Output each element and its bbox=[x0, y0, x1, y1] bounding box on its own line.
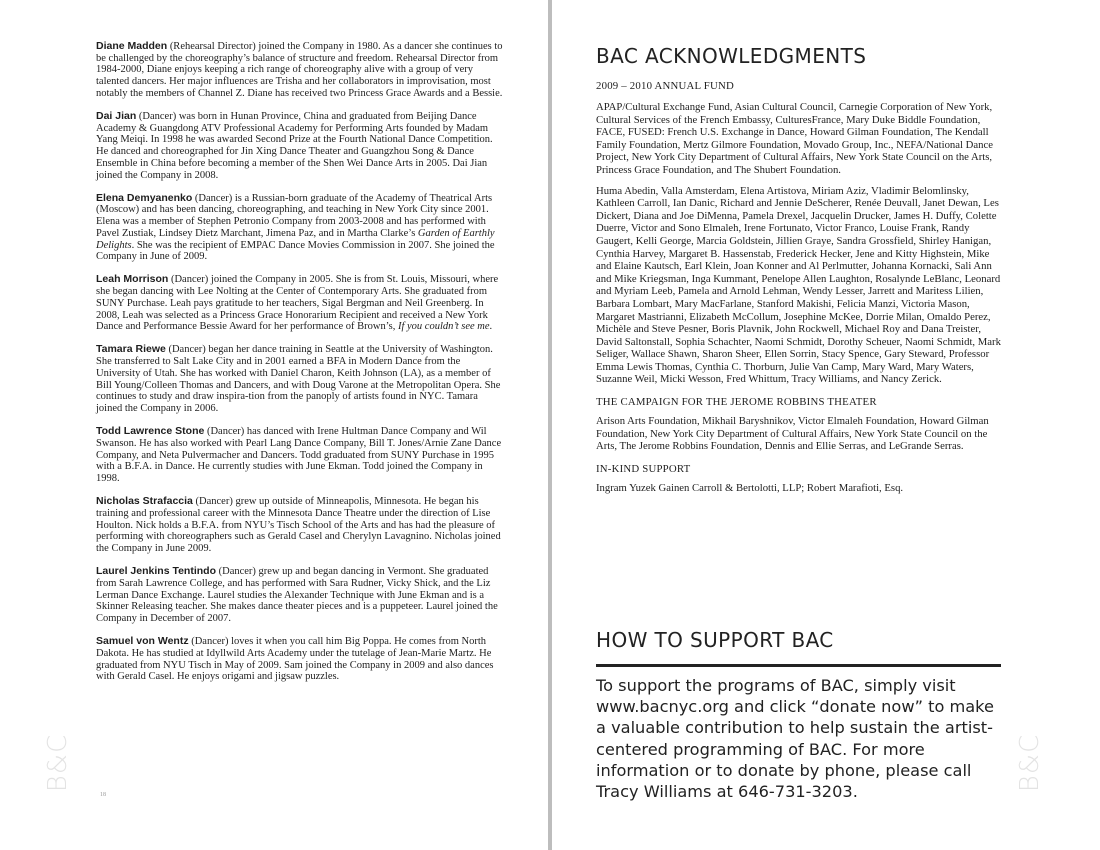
bio-name: Samuel von Wentz bbox=[96, 635, 189, 648]
bio-tail: . She was the recipient of EMPAC Dance Movies Commission in 2007. She joined the Company in June of 2009. bbox=[96, 239, 495, 263]
bio-name: Dai Jian bbox=[96, 110, 137, 123]
bio-tamara-riewe bbox=[96, 344, 506, 414]
bio-name: Nicholas Strafaccia bbox=[96, 495, 193, 508]
bio-text: (Dancer) has danced with Irene Hultman Dance Company and Wil Swanson. He has also worked with Pearl Lang Dance Company, Bill T. Jones/Arnie Zane Dance Company, and Neta Pulvermacher and Dancers. Todd graduated from SUNY Purchase in 1995 with a B.F.A. in Dance. He currently studies with June Ekman. Todd joined the Company in 1998. bbox=[96, 426, 502, 484]
in-kind-donors: Ingram Yuzek Gainen Carroll & Bertolotti, LLP; Robert Marafioti, Esq. bbox=[596, 481, 904, 494]
bio-leah-morrison bbox=[96, 274, 506, 333]
bio-name: Laurel Jenkins Tentindo bbox=[96, 565, 216, 578]
bio-text: (Dancer) loves it when you call him Big Poppa. He comes from North Dakota. He has studied at Idyllwild Arts Academy under the tutelage of Jean-Marie Martz. He graduated from NYU Tisch in May of 2009. Sam joined the Company in 2009 and also dances with Gerald Casel. He enjoys origami and jigsaw puzzles. bbox=[96, 636, 494, 683]
acknowledgments-title: BAC ACKNOWLEDGMENTS bbox=[596, 44, 867, 68]
bio-name: Diane Madden bbox=[96, 40, 168, 52]
bio-text: (Dancer) joined the Company in 2005. She is from St. Louis, Missouri, where she began dancing with Lee Nolting at the Center of Contemporary Arts. She graduated from SUNY Purchase. Leah pays gratitude to her teachers, Sigal Bergman and Neil Greenberg. In 2008, Leah was selected as a Princess Grace Honorarium Recipient and received a New York Dance and Performance Bessie Award for her performance of Brown’s, bbox=[96, 274, 499, 333]
bio-todd-lawrence-stone bbox=[96, 426, 506, 485]
bio-text: (Dancer) grew up and began dancing in Vermont. She graduated from Sarah Lawrence College, and has performed with Sara Rudner, Vicky Shick, and the Liz Lerman Dance Exchange. Laurel studies the Alexander Technique with June Ekman and is a Skinner Releasing teacher. She makes dance theater pieces and is a puppeteer. Laurel joined the Company in December of 2007. bbox=[96, 566, 498, 625]
bio-diane-madden bbox=[96, 41, 506, 100]
annual-fund-heading: 2009 – 2010 ANNUAL FUND bbox=[596, 80, 734, 92]
bio-italic: Garden of Earthly Delights bbox=[96, 227, 495, 251]
section-rule bbox=[596, 664, 1001, 667]
bio-name: Leah Morrison bbox=[96, 273, 169, 286]
bio-laurel-jenkins-tentindo bbox=[96, 566, 506, 625]
annual-fund-individuals: Huma Abedin, Valla Amsterdam, Elena Artistova, Miriam Aziz, Vladimir Belomlinsky, Kathleen Carroll, Ian Danic, Richard and Jennie DeScherer, Renée Deuvall, Janet Dewan, Les Dickert, Diana and Joe DiMenna, Pamela Drexel, Jacquelin Drucker, James H. Duffy, Colette Duerre, Victor and Sono Elmaleh, Irene Fortunato, Victor Franco, Louise Frank, Randy Gaugert, Kelli George, Marcia Goldstein, Jillien Graye, Sandra Grossfield, Shirley Hanigan, Cynthia Harvey, Margaret B. Hassenstab, Frederick Hecker, Jene and Kitty Highstein, Mike and Elaine Kautsch, Earl Klein, Joan Konner and Al Perlmutter, Johanna Kornacki, Sali Ann and Mike Kriegsman, Inga Kummant, Penelope Allen Laughton, Rosalynde LeBlanc, Leonard and Myriam Leeb, Pamela and Arnold Lehman, Wendy Lesser, Jarrett and Maritess Lilien, Barbara Lombart, Mary MacFarlane, Stanford Makishi, Felicia Manzi, Victoria Mason, Margaret Mastrianni, Elizabeth McCollum, Josephine McKee, Dorrie Milan, Omaldo Perez, Michèle and Steve Pesner, Boris Plavnik, John Rockwell, Michael Roy and Dana Treister, David Saltonstall, Sophia Schachter, Naomi Schmidt, Dorothy Scheuer, Naomi Schmidt, Mark Seliger, Wallace Shawn, Sharon Sheer, Ellen Sorrin, Stacy Spence, Gary Steward, Professor Emma Lewis Thomas, Cynthia C. Thorburn, Julie Van Camp, Mary Ward, Mary Waters, Suzanne Weil, Micki Wesson, Fred Whittum, Tracy Williams, and Nancy Zerick. bbox=[596, 184, 1001, 386]
bio-name: Tamara Riewe bbox=[96, 343, 166, 356]
in-kind-heading: IN-KIND SUPPORT bbox=[596, 462, 691, 475]
dancer-bios bbox=[96, 41, 506, 695]
bio-text: (Dancer) grew up outside of Minneapolis, Minnesota. He began his training and professional career with the Minnesota Dance Theatre under the direction of Lise Houlton. Nick holds a B.F.A. from NYU’s Tisch School of the Arts and has had the pleasure of performing with choreographers such as Gerald Casel and Cherylyn Lavagnino. Nicholas joined the Company in June 2009. bbox=[96, 496, 501, 555]
bio-tail: . bbox=[489, 321, 493, 333]
bio-text: (Rehearsal Director) joined the Company in 1980. As a dancer she continues to be challenged by the choreography’s balance of structure and freedom. Rehearsal Director from 1984-2000, Diane enjoys keeping a rich range of choreography alive with a group of very talented dancers. Her major influences are Trisha and her collaborators in improvisation, most notably the members of Channel Z. Diane has received two Princess Grace Awards and a Bessie. bbox=[96, 41, 503, 99]
support-text: To support the programs of BAC, simply visit www.bacnyc.org and click “donate now” to make a valuable contribution to help sustain the artist-centered programming of BAC. For more information or to donate by phone, please call Tracy Williams at 646-731-3203. bbox=[596, 676, 994, 802]
acknowledgments-section bbox=[596, 44, 1001, 494]
campaign-heading: THE CAMPAIGN FOR THE JEROME ROBBINS THEATER bbox=[596, 396, 877, 409]
bio-nicholas-strafaccia bbox=[96, 496, 506, 555]
bio-name: Todd Lawrence Stone bbox=[96, 425, 205, 438]
bac-logo-watermark: B&C bbox=[1015, 733, 1045, 793]
campaign-donors: Arison Arts Foundation, Mikhail Baryshnikov, Victor Elmaleh Foundation, Howard Gilman Foundation, New York City Department of Cultural Affairs, New York State Council on the Arts, The Jerome Robbins Foundation, Dennis and Ellie Serras, and LeGrande Serras. bbox=[596, 415, 989, 453]
bio-samuel-von-wentz bbox=[96, 636, 506, 683]
annual-fund-organizations: APAP/Cultural Exchange Fund, Asian Cultural Council, Carnegie Corporation of New York, Cultural Services of the French Embassy, CulturesFrance, Mary Duke Biddle Foundation, FACE, FUSED: French U.S. Exchange in Dance, Howard Gilman Foundation, The Kendall Family Foundation, Mertz Gilmore Foundation, Movado Group, Inc., NEFA/National Dance Project, New York City Department of Cultural Affairs, New York State Council on the Arts, Princess Grace Foundation, and The Shubert Foundation. bbox=[596, 101, 993, 176]
support-section bbox=[596, 628, 1001, 802]
bio-italic: If you couldn’t see me bbox=[397, 321, 490, 333]
bac-logo-watermark: B&C bbox=[43, 733, 73, 793]
page-number: 18 bbox=[100, 792, 106, 798]
bio-text: (Dancer) was born in Hunan Province, China and graduated from Beijing Dance Academy & Guangdong ATV Professional Academy for Performing Arts founded by Madam Yang Meiqi. In 1998 he was awarded Second Prize at the Fourth National Dance Competition. He danced and choreographed for Jin Xing Dance Theater and Guangzhou Song & Dance Ensemble in China before becoming a member of the Shen Wei Dance Arts in 2005. Dai Jian joined the Company in 2008. bbox=[96, 111, 493, 181]
bio-name: Elena Demyanenko bbox=[96, 191, 193, 204]
bio-text: (Dancer) is a Russian-born graduate of the Academy of Theatrical Arts (Moscow) and has been dancing, choreographing, and teaching in New York City since 2001. Elena was a member of Stephen Petronio Company from 2003-2008 and has performed with Pavel Zustiak, Lindsey Dietz Marchant, Jimena Paz, and in Martha Clarke’s bbox=[96, 192, 493, 239]
bio-elena-demyanenko bbox=[96, 193, 506, 263]
bio-text: (Dancer) began her dance training in Seattle at the University of Washington. She transferred to Salt Lake City and in 2001 earned a BFA in Modern Dance from the University of Utah. She has worked with Daniel Charon, Keith Johnson (LA), as a member of Bill Young/Colleen Thomas and Dancers, and with Doug Varone at the Metropolitan Opera. She continues to study and draw inspira-tion from the panoply of artists found in NYC. Tamara joined the Company in 2006. bbox=[96, 344, 501, 414]
support-title: HOW TO SUPPORT BAC bbox=[596, 628, 834, 652]
bio-dai-jian bbox=[96, 111, 506, 181]
left-page bbox=[0, 0, 548, 850]
